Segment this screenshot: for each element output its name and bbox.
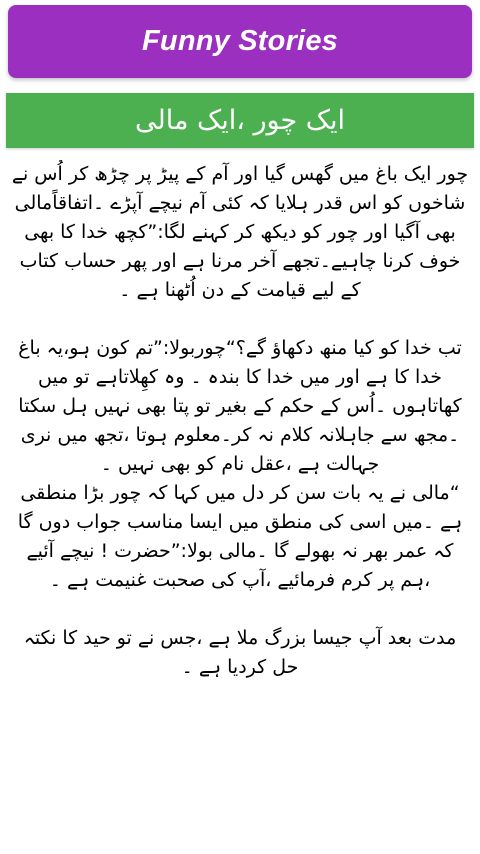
- story-text: [10, 160, 470, 850]
- app-title-bar: [8, 5, 472, 78]
- story-paragraph-3: “مالی نے یہ بات سن کر دل میں کہا کہ چور بڑا منطقی ہے ۔میں اسی کی منطق میں ایسا مناسب جواب دوں گا کہ عمر بھر نہ بھولے گا ۔مالی بولا:”حضرت ! نیچے آئیے ،ہم پر کرم فرمائیے ،آپ کی صحبت غنیمت ہے ۔: [17, 482, 463, 591]
- story-paragraph-2: تب خدا کو کیا منھ دکھاؤ گے؟“چوربولا:”تم کون ہو،یہ باغ خدا کا ہے اور میں خدا کا بندہ ۔ وہ کھِلاتاہے تو میں کھاتاہوں ۔اُس کے حکم کے بغیر تو پتا بھی نہیں ہل سکتا ۔مجھ سے جاہلانہ کلام نہ کر۔معلوم ہوتا ،تجھ میں نری جہالت ہے ،عقل نام کو بھی نہیں ۔: [18, 337, 462, 475]
- app-title: Funny Stories: [142, 25, 338, 57]
- story-paragraph-1: چور ایک باغ میں گھس گیا اور آم کے پیڑ پر چڑھ کر اُس نے شاخوں کو اس قدر ہلایا کہ کئی آم نیچے آپڑے ۔اتفاقاًمالی بھی آگیا اور چور کو دیکھ کر کہنے لگا:”کچھ خدا کا بھی خوف کرنا چاہیے۔تجھے آخر مرنا ہے اور پھر حساب کتاب کے لیے قیامت کے دن اُٹھنا ہے ۔: [11, 163, 469, 301]
- story-title: ایک چور ،ایک مالی: [135, 105, 345, 136]
- story-title-bar: [6, 93, 474, 148]
- story-paragraph-4: مدت بعد آپ جیسا بزرگ ملا ہے ،جس نے تو حید کا نکتہ حل کردیا ہے ۔: [23, 627, 457, 678]
